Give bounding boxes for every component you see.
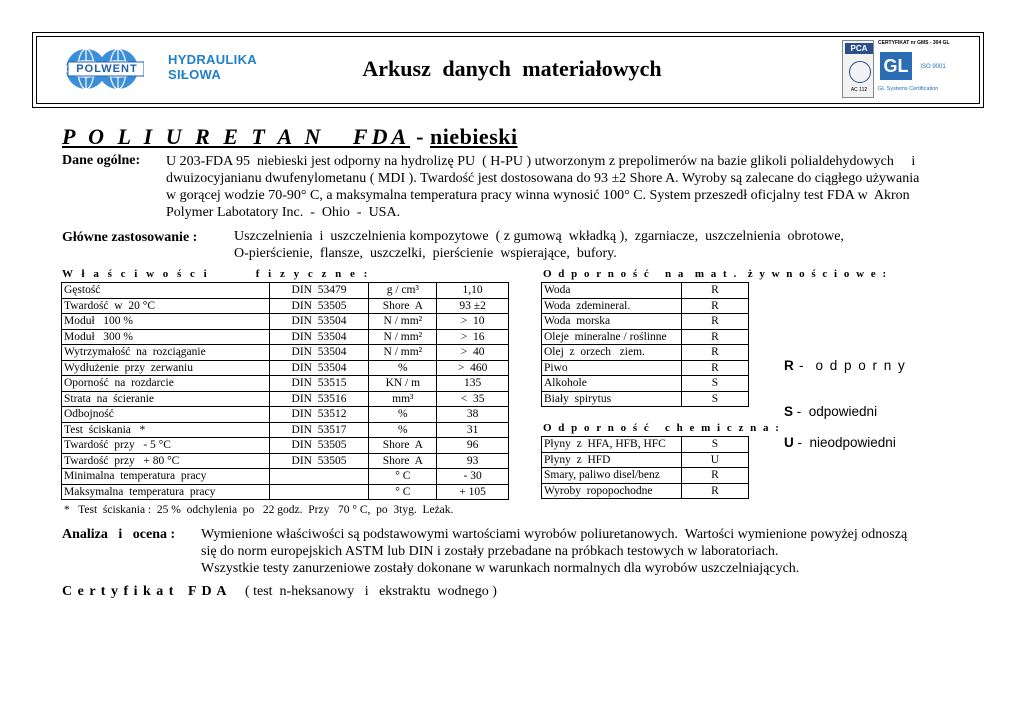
table-cell: > 40 — [437, 345, 509, 361]
table-cell: - 30 — [437, 469, 509, 485]
table-cell: KN / m — [369, 376, 437, 392]
table-cell: 31 — [437, 422, 509, 438]
legend-s-key: S — [784, 404, 794, 419]
document-title: Arkusz danych materiałowych — [362, 56, 662, 81]
company-name-line2: SIŁOWA — [168, 67, 222, 82]
table-cell — [269, 484, 369, 500]
table-cell: DIN 53505 — [269, 438, 369, 454]
table-cell: Biały spirytus — [542, 391, 682, 407]
table-cell: R — [681, 298, 748, 314]
table-row — [62, 283, 509, 299]
table-row — [62, 314, 509, 330]
table-cell: Shore A — [369, 298, 437, 314]
table-cell: DIN 53504 — [269, 314, 369, 330]
table-cell: Test ściskania * — [62, 422, 270, 438]
physical-section-title: W ł a ś c i w o ś c i f i z y c z n e : — [62, 268, 371, 280]
legend-r-key: R — [784, 358, 794, 373]
table-cell: DIN 53516 — [269, 391, 369, 407]
general-text — [166, 153, 966, 221]
legend-r — [784, 358, 906, 373]
table-row — [542, 314, 749, 330]
certification-badges — [842, 40, 954, 98]
table-cell: ° C — [369, 484, 437, 500]
table-cell: 93 ±2 — [437, 298, 509, 314]
table-cell: Moduł 300 % — [62, 329, 270, 345]
analysis-text — [201, 526, 971, 577]
table-cell: S — [681, 437, 748, 453]
application-text — [234, 228, 954, 262]
table-cell: R — [681, 283, 748, 299]
table-cell: DIN 53517 — [269, 422, 369, 438]
table-cell: mm³ — [369, 391, 437, 407]
gl-cert-title: CERTYFIKAT nr GMS - 304 GL — [878, 40, 950, 46]
food-resistance-table — [541, 282, 749, 407]
footnote: * Test ściskania : 25 % odchylenia po 22 godz. Przy 70 ° C, po 3tyg. Leżak. — [64, 504, 454, 516]
legend-s — [784, 404, 877, 419]
table-cell: Płyny z HFA, HFB, HFC — [542, 437, 682, 453]
table-cell: Wytrzymałość na rozciąganie — [62, 345, 270, 361]
material-title — [62, 124, 518, 150]
general-label: Dane ogólne: — [62, 153, 141, 168]
table-cell: Płyny z HFD — [542, 452, 682, 468]
table-row — [62, 298, 509, 314]
table-cell: DIN 53505 — [269, 453, 369, 469]
table-cell: R — [681, 468, 748, 484]
table-cell: ° C — [369, 469, 437, 485]
table-cell: Oleje mineralne / roślinne — [542, 329, 682, 345]
pca-label: PCA — [845, 43, 873, 54]
fda-text: ( test n-heksanowy i ekstraktu wodnego ) — [244, 584, 497, 599]
table-cell: Odbojność — [62, 407, 270, 423]
table-cell: Smary, paliwo disel/benz — [542, 468, 682, 484]
table-row — [542, 437, 749, 453]
table-row — [62, 345, 509, 361]
legend-r-text: - o d p o r n y — [793, 358, 907, 373]
table-cell: Twardość przy + 80 °C — [62, 453, 270, 469]
table-row — [62, 376, 509, 392]
table-cell: N / mm² — [369, 345, 437, 361]
table-cell: U — [681, 452, 748, 468]
table-cell: 38 — [437, 407, 509, 423]
table-cell: g / cm³ — [369, 283, 437, 299]
table-cell: R — [681, 483, 748, 499]
table-row — [62, 484, 509, 500]
table-row — [542, 298, 749, 314]
table-cell: Gęstość — [62, 283, 270, 299]
table-cell: DIN 53479 — [269, 283, 369, 299]
table-row — [62, 329, 509, 345]
general-line: w gorącej wodzie 70-90° C, a maksymalna temperatura pracy winna wynosić 100° C. System przeszedł oficjalny test FDA w Akron — [166, 188, 910, 203]
gl-logo: GL — [880, 52, 912, 80]
table-cell: Strata na ścieranie — [62, 391, 270, 407]
table-cell: Twardość w 20 °C — [62, 298, 270, 314]
table-cell: > 16 — [437, 329, 509, 345]
table-cell: > 10 — [437, 314, 509, 330]
table-cell: Maksymalna temperatura pracy — [62, 484, 270, 500]
table-cell: DIN 53504 — [269, 360, 369, 376]
table-row — [542, 468, 749, 484]
table-cell: Shore A — [369, 438, 437, 454]
table-cell: R — [681, 345, 748, 361]
table-cell: Moduł 100 % — [62, 314, 270, 330]
table-cell: < 35 — [437, 391, 509, 407]
legend-u — [784, 435, 896, 450]
analysis-line: Wymienione właściwości są podstawowymi wartościami wyrobów poliuretanowych. Wartości wymienione powyżej odnoszą — [201, 527, 908, 542]
legend-u-text: - nieodpowiedni — [793, 435, 896, 450]
material-separator: - — [410, 124, 430, 149]
chemical-section-title: O d p o r n o ś ć c h e m i c z n a : — [543, 422, 781, 434]
table-cell: Woda morska — [542, 314, 682, 330]
table-cell: Alkohole — [542, 376, 682, 392]
table-cell: Shore A — [369, 453, 437, 469]
table-row — [542, 345, 749, 361]
gl-badge — [878, 40, 954, 98]
physical-properties-table — [61, 282, 509, 500]
table-cell: S — [681, 391, 748, 407]
table-cell: DIN 53512 — [269, 407, 369, 423]
analysis-line: się do norm europejskich ASTM lub DIN i zostały przebadane na próbkach testowych w laboratoriach. — [201, 544, 779, 559]
table-row — [62, 422, 509, 438]
chemical-resistance-table — [541, 436, 749, 499]
table-cell: 135 — [437, 376, 509, 392]
table-cell: > 460 — [437, 360, 509, 376]
table-cell: % — [369, 360, 437, 376]
table-row — [62, 453, 509, 469]
legend-u-key: U — [784, 435, 794, 450]
fda-label: C e r t y f i k a t F D A — [62, 584, 228, 599]
table-cell: DIN 53515 — [269, 376, 369, 392]
analysis-line: Wszystkie testy zanurzeniowe zostały dokonane w warunkach normalnych dla wyrobów uszczelniających. — [201, 561, 800, 576]
table-cell: N / mm² — [369, 314, 437, 330]
legend-s-text: - odpowiedni — [793, 404, 878, 419]
material-color: niebieski — [429, 124, 518, 149]
general-line: Polymer Labotatory Inc. - Ohio - USA. — [166, 205, 401, 220]
table-row — [62, 391, 509, 407]
iso-label: ISO 9001 — [920, 64, 946, 70]
table-cell: + 105 — [437, 484, 509, 500]
table-cell: DIN 53504 — [269, 329, 369, 345]
table-cell: S — [681, 376, 748, 392]
table-cell: Woda zdemineral. — [542, 298, 682, 314]
material-name: P O L I U R E T A N FDA — [62, 124, 411, 149]
table-cell: 1,10 — [437, 283, 509, 299]
table-cell: Minimalna temperatura pracy — [62, 469, 270, 485]
pca-badge — [842, 40, 874, 98]
table-row — [62, 407, 509, 423]
pca-seal-icon — [849, 61, 871, 83]
table-row — [542, 452, 749, 468]
table-cell: Olej z orzech ziem. — [542, 345, 682, 361]
gl-footer: GL Systems Certification — [878, 86, 939, 92]
table-cell — [269, 469, 369, 485]
table-row — [542, 329, 749, 345]
table-cell: Wydłużenie przy zerwaniu — [62, 360, 270, 376]
table-row — [62, 469, 509, 485]
table-cell: Piwo — [542, 360, 682, 376]
table-row — [542, 376, 749, 392]
table-cell: Wyroby ropopochodne — [542, 483, 682, 499]
table-row — [542, 391, 749, 407]
application-line: O-pierścienie, flansze, uszczelki, pierścienie wspierające, bufory. — [234, 246, 617, 261]
table-cell: N / mm² — [369, 329, 437, 345]
table-cell: 96 — [437, 438, 509, 454]
logo-banner-text: POLWENT — [76, 63, 138, 75]
table-cell: R — [681, 314, 748, 330]
table-cell: Woda — [542, 283, 682, 299]
application-line: Uszczelnienia i uszczelnienia kompozytowe ( z gumową wkładką ), zgarniacze, uszczelnienia obrotowe, — [234, 229, 844, 244]
table-row — [542, 283, 749, 299]
general-line: dwuizocyjanianu dwufenylometanu ( MDI ). Twardość jest dostosowana do 93 ±2 Shore A. Wyroby są zalecane do ciągłego używania — [166, 171, 920, 186]
table-cell: Twardość przy - 5 °C — [62, 438, 270, 454]
table-row — [62, 438, 509, 454]
table-cell: R — [681, 329, 748, 345]
table-cell: DIN 53505 — [269, 298, 369, 314]
table-row — [62, 360, 509, 376]
pca-code: AC 112 — [850, 87, 868, 93]
table-row — [542, 360, 749, 376]
table-cell: R — [681, 360, 748, 376]
company-name-line1: HYDRAULIKA — [168, 52, 257, 67]
table-row — [542, 483, 749, 499]
table-cell: 93 — [437, 453, 509, 469]
table-cell: % — [369, 422, 437, 438]
food-section-title: O d p o r n o ś ć n a m a t . ż y w n o ś c i o w e : — [543, 268, 889, 280]
table-cell: DIN 53504 — [269, 345, 369, 361]
general-line: U 203-FDA 95 niebieski jest odporny na hydrolizę PU ( H-PU ) utworzonym z prepolimerów na bazie glikoli polialdehydowych i — [166, 154, 916, 169]
application-label: Główne zastosowanie : — [62, 230, 198, 245]
fda-certificate — [62, 584, 497, 600]
analysis-label: Analiza i ocena : — [62, 527, 176, 542]
table-cell: % — [369, 407, 437, 423]
table-cell: Oporność na rozdarcie — [62, 376, 270, 392]
